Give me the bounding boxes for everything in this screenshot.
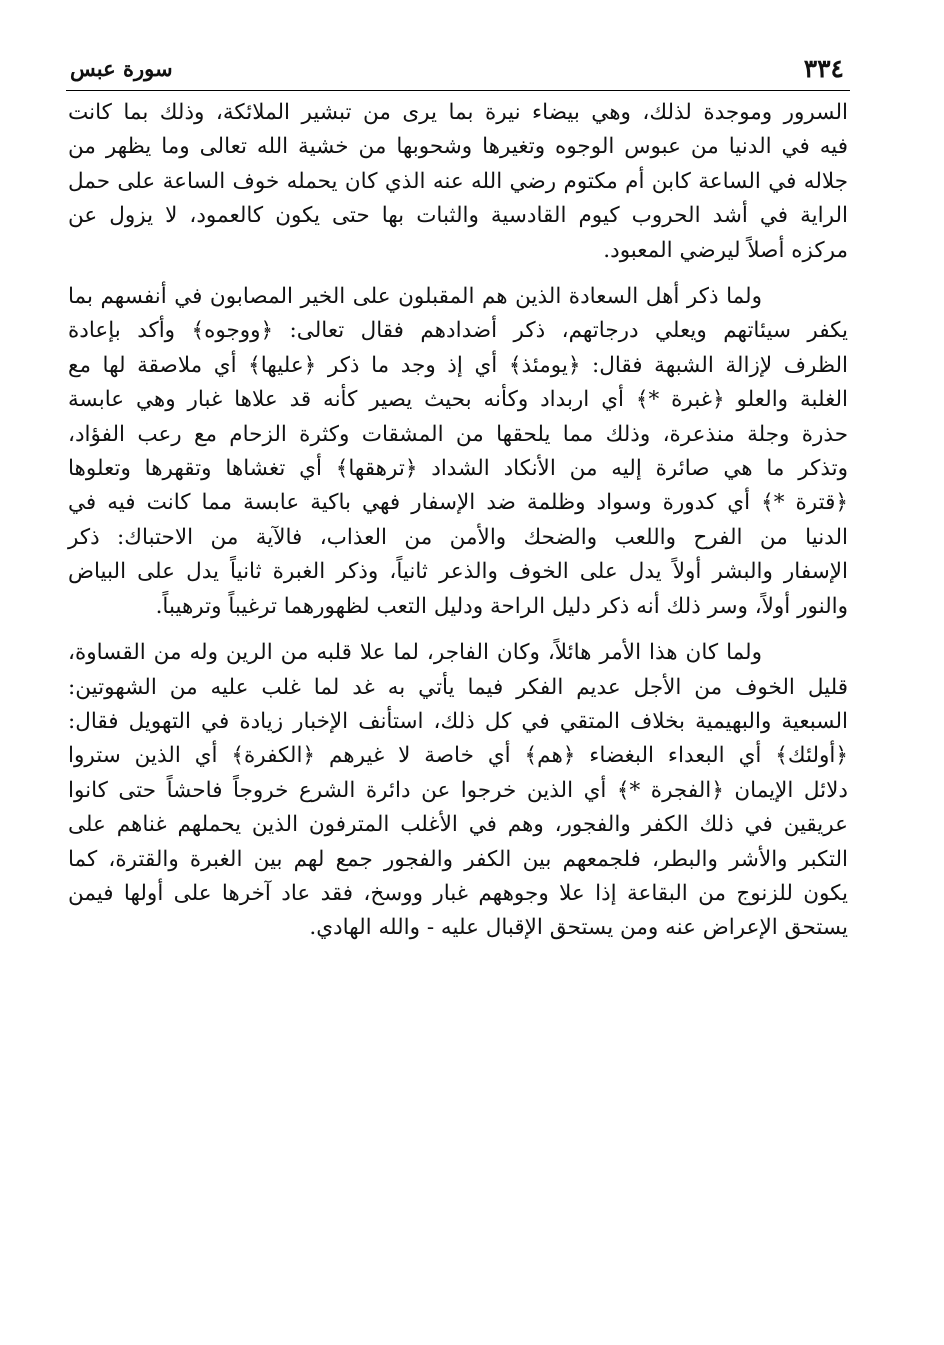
text-line: عريقين في ذلك الكفر والفجور، وهم في الأغلب المترفون الذين يحملهم غناهم على: [68, 812, 848, 838]
text-line: ولما كان هذا الأمر هائلاً، وكان الفاجر، لما علا قلبه من الرين وله من القساوة،: [68, 640, 762, 666]
text-line: ولما ذكر أهل السعادة الذين هم المقبلون على الخير المصابون في أنفسهم بما: [68, 284, 762, 310]
text-line: وتذكر ما هي صائرة إليه من الأنكاد الشداد ﴿ترهقها﴾ أي تغشاها وتقهرها وتعلوها: [68, 456, 848, 482]
text-line: الدنيا من الفرح واللعب والضحك والأمن من العذاب، فالآية من الاحتباك: ذكر: [68, 524, 848, 550]
text-line: ﴿أولئك﴾ أي البعداء البغضاء ﴿هم﴾ أي خاصة لا غيرهم ﴿الكفرة﴾ أي الذين ستروا: [68, 743, 848, 769]
text-line: الراية في أشد الحروب كيوم القادسية والثبات بها حتى يكون كالعمود، لا يزول عن: [68, 203, 848, 229]
text-line: فيه في الدنيا من عبوس الوجوه وتغيرها وشحوبها من خشية الله تعالى وما يظهر من: [68, 134, 848, 160]
paragraph-2: [68, 280, 848, 624]
header-divider: [66, 90, 850, 91]
text-line: جلاله في الساعة كابن أم مكتوم رضي الله عنه الذي كان يحمله خوف الساعة على حمل: [68, 168, 848, 194]
text-line: التكبر والأشر والبطر، فلجمعهم بين الكفر والفجور جمع لهم بين الغبرة والقترة، كما: [68, 846, 848, 872]
page-body: [68, 96, 848, 946]
text-line: الإسفار والبشر أولاً يدل على الخوف والذعر ثانياً، وذكر الغبرة ثانياً يدل على البياض: [68, 559, 848, 585]
text-line: والنور أولاً، وسر ذلك أنه ذكر دليل الراحة ودليل التعب لظهورهما ترغيباً وترهيباً.: [155, 593, 848, 619]
text-line: السرور وموجدة لذلك، وهي بيضاء نيرة بما يرى من تبشير الملائكة، وذلك بما كانت: [68, 100, 848, 125]
running-title: سورة عبس: [70, 56, 173, 81]
text-line: الغلبة والعلو ﴿غبرة *﴾ أي اربداد وكأنه بحيث يصير كأنه قد علاها غبار وهي عابسة: [68, 387, 848, 413]
text-line: السبعية والبهيمية بخلاف المتقي في كل ذلك، استأنف الإخبار زيادة في التهويل فقال:: [68, 708, 848, 734]
text-line: يستحق الإعراض عنه ومن يستحق الإقبال عليه - والله الهادي.: [309, 915, 848, 941]
text-line: ﴿قترة *﴾ أي كدورة وسواد وظلمة ضد الإسفار فهي باكية عابسة مما كانت فيه في: [68, 490, 848, 516]
paragraph-1: [68, 96, 848, 268]
text-line: الظرف لإزالة الشبهة فقال: ﴿يومئذ﴾ أي إذ وجد ما ذكر ﴿عليها﴾ أي ملاصقة لها مع: [68, 352, 848, 378]
paragraph-3: [68, 636, 848, 946]
text-line: قليل الخوف من الأجل عديم الفكر فيما يأتي به غد لما غلب عليه من الشهوتين:: [68, 674, 848, 700]
page-number: ٣٣٤: [803, 54, 844, 83]
text-line: مركزه أصلاً ليرضي المعبود.: [603, 237, 848, 263]
text-line: يكفر سيئاتهم ويعلي درجاتهم، ذكر أضدادهم فقال تعالى: ﴿ووجوه﴾ وأكد بإعادة: [68, 318, 848, 344]
text-line: دلائل الإيمان ﴿الفجرة *﴾ أي الذين خرجوا عن دائرة الشرع خروجاً فاحشاً حتى كانوا: [68, 777, 848, 803]
text-line: حذرة وجلة منذعرة، وذلك مما يلحقها من المشقات وكثرة الزحام مع رعب الفؤاد،: [68, 421, 848, 447]
page-header: [66, 54, 850, 88]
text-line: يكون للزنوج من البقاعة إذا علا وجوههم غبار ووسخ، فقد عاد آخرها على أولها فيمن: [68, 880, 848, 906]
